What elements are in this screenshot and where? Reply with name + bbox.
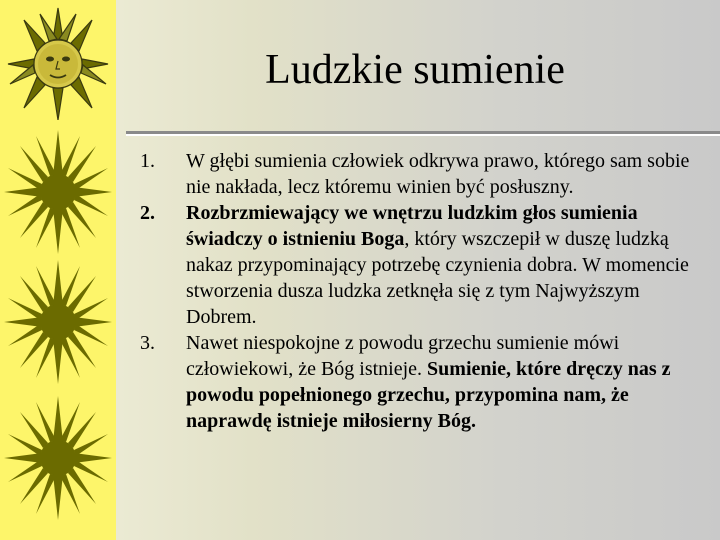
- list-item: [140, 148, 710, 200]
- sun-icon: [2, 256, 114, 388]
- list-item-text: Nawet niespokojne z powodu grzechu sumienie mówi człowiekowi, że Bóg istnieje.: [186, 332, 620, 380]
- slide-title: Ludzkie sumienie: [265, 47, 565, 93]
- list-item-text: , który wszczepił w duszę ludzką nakaz przypominający potrzebę czynienia dobra. W momencie stworzenia dusza ludzka zetknęła się z tym Najwyższym Dobrem.: [186, 228, 689, 328]
- list-item-text-bold: Sumienie, które dręczy nas z powodu popełnionego grzechu, przypomina nam, że naprawdę istnieje miłosierny Bóg.: [186, 358, 671, 432]
- content-list: [140, 148, 710, 434]
- sun-face-icon: [6, 4, 110, 120]
- list-item-text-bold: Rozbrzmiewający we wnętrzu ludzkim głos sumienia świadczy o istnieniu Boga: [186, 202, 638, 250]
- sun-icon: [2, 392, 114, 524]
- sun-icon: [2, 126, 114, 258]
- title-divider-highlight: [126, 134, 720, 136]
- list-item: [140, 200, 710, 330]
- list-item: [140, 330, 710, 434]
- list-item-number: 1.: [140, 150, 155, 172]
- list-item-number: 3.: [140, 332, 155, 354]
- list-item-text: W głębi sumienia człowiek odkrywa prawo, którego sam sobie nie nakłada, lecz któremu winien być posłuszny.: [186, 150, 690, 198]
- list-item-number: 2.: [140, 202, 155, 224]
